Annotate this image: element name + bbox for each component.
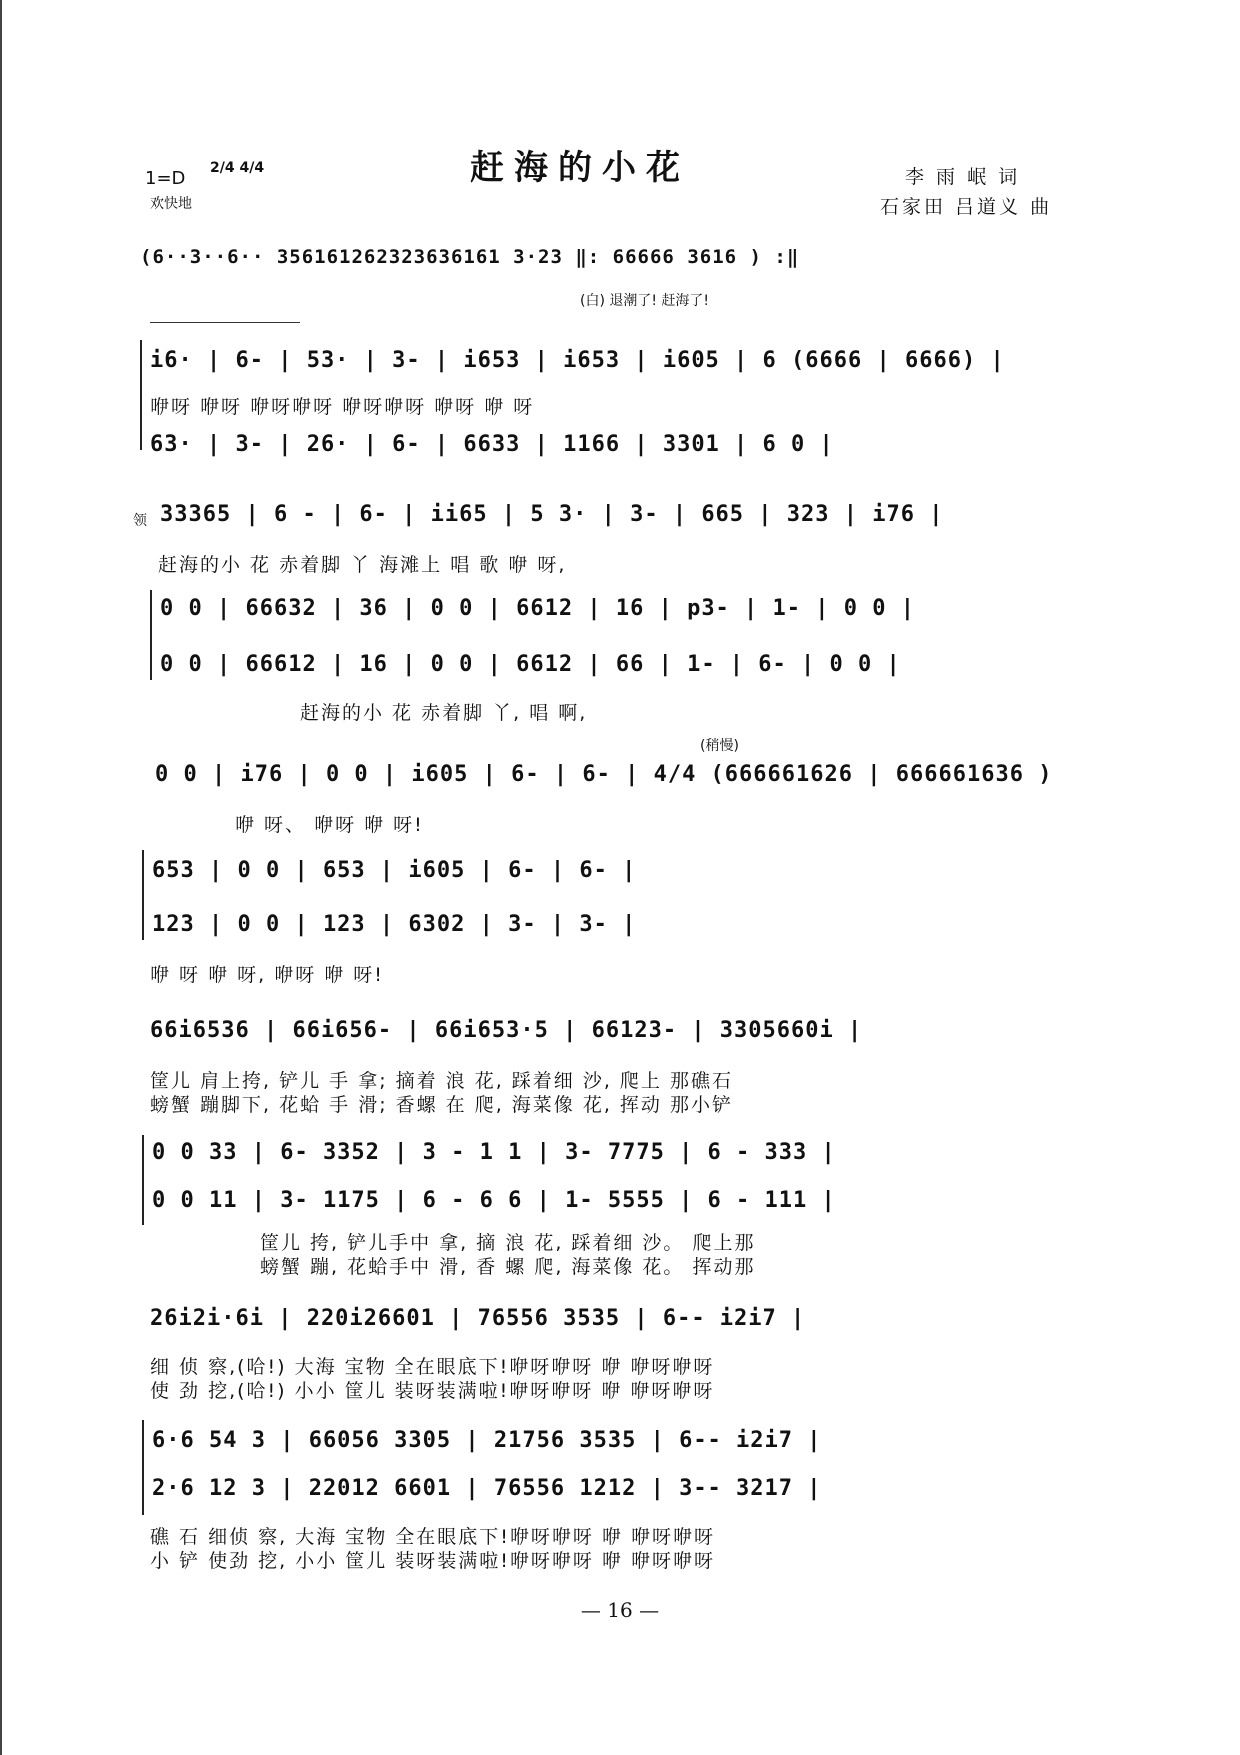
song-title: 赶海的小花 <box>470 148 690 188</box>
s7-lyric-verse1: 细 侦 察,(哈!) 大海 宝物 全在眼底下!咿呀咿呀 咿 咿呀咿呀 <box>150 1356 715 1378</box>
s5-notation: 66i6536 | 66i656- | 66i653·5 | 66123- | 3305660i | <box>150 1018 863 1043</box>
key-signature: 1=D <box>145 168 186 189</box>
s6-upper-voice: 0 0 33 | 6- 3352 | 3 - 1 1 | 3- 7775 | 6 - 333 | <box>152 1140 836 1165</box>
s5-lyric-verse1: 筐儿 肩上挎, 铲儿 手 拿; 摘着 浪 花, 踩着细 沙, 爬上 那礁石 <box>150 1070 733 1092</box>
s1-lyric: 咿呀 咿呀 咿呀咿呀 咿呀咿呀 咿呀 咿 呀 <box>150 396 535 418</box>
page-edge <box>0 0 2 1755</box>
rule <box>150 322 300 323</box>
s8-lyric-verse2: 小 铲 使劲 挖, 小小 筐儿 装呀装满啦!咿呀咿呀 咿 咿呀咿呀 <box>150 1550 715 1572</box>
s1-lower-voice: 63· | 3- | 26· | 6- | 6633 | 1166 | 3301 | 6 0 | <box>150 432 834 457</box>
s1-upper-voice: i6· | 6- | 53· | 3- | i653 | i653 | i605 | 6 (6666 | 6666) | <box>150 348 1005 373</box>
page-number: — 16 — <box>580 1598 660 1622</box>
tempo-marking: 欢快地 <box>150 196 192 212</box>
spoken-line: (白) 退潮了! 赶海了! <box>580 293 710 309</box>
composer-credit: 石家田 吕道义 曲 <box>880 196 1053 218</box>
system-brace <box>142 1135 148 1225</box>
s2-solo-voice: 33365 | 6 - | 6- | ii65 | 5 3· | 3- | 665 | 323 | i76 | <box>160 502 944 527</box>
system-brace <box>142 1420 148 1515</box>
s8-lower-voice: 2·6 12 3 | 22012 6601 | 76556 1212 | 3-- 3217 | <box>152 1476 822 1501</box>
s4-lyric: 咿 呀 咿 呀, 咿呀 咿 呀! <box>150 964 384 986</box>
s2-lower-voice: 0 0 | 66612 | 16 | 0 0 | 6612 | 66 | 1- | 6- | 0 0 | <box>160 652 901 677</box>
s3-lyric: 咿 呀、 咿呀 咿 呀! <box>235 814 424 836</box>
s3-notation: 0 0 | i76 | 0 0 | i605 | 6- | 6- | 4/4 (666661626 | 666661636 ) <box>155 762 1053 787</box>
system-brace <box>142 850 148 940</box>
s8-lyric-verse1: 礁 石 细侦 察, 大海 宝物 全在眼底下!咿呀咿呀 咿 咿呀咿呀 <box>150 1526 715 1548</box>
s3-tempo: (稍慢) <box>700 738 739 754</box>
time-signature: 2/4 4/4 <box>210 160 265 176</box>
s6-lower-voice: 0 0 11 | 3- 1175 | 6 - 6 6 | 1- 5555 | 6 - 111 | <box>152 1188 836 1213</box>
s4-lower-voice: 123 | 0 0 | 123 | 6302 | 3- | 3- | <box>152 912 637 937</box>
system-brace <box>150 590 156 680</box>
lead-label: 领 <box>133 513 147 529</box>
s2-chorus-lyric: 赶海的小 花 赤着脚 丫, 唱 啊, <box>300 702 588 724</box>
s6-lyric-verse1: 筐儿 挎, 铲儿手中 拿, 摘 浪 花, 踩着细 沙。 爬上那 <box>260 1232 756 1254</box>
s5-lyric-verse2: 螃蟹 蹦脚下, 花蛤 手 滑; 香螺 在 爬, 海菜像 花, 挥动 那小铲 <box>150 1094 733 1116</box>
s4-upper-voice: 653 | 0 0 | 653 | i605 | 6- | 6- | <box>152 858 637 883</box>
s2-solo-lyric: 赶海的小 花 赤着脚 丫 海滩上 唱 歌 咿 呀, <box>158 554 567 576</box>
s2-upper-voice: 0 0 | 66632 | 36 | 0 0 | 6612 | 16 | p3- | 1- | 0 0 | <box>160 596 915 621</box>
s7-notation: 26i2i·6i | 220i26601 | 76556 3535 | 6-- i2i7 | <box>150 1306 806 1331</box>
lyricist-credit: 李 雨 岷 词 <box>905 166 1021 188</box>
s7-lyric-verse2: 使 劲 挖,(哈!) 小小 筐儿 装呀装满啦!咿呀咿呀 咿 咿呀咿呀 <box>150 1380 715 1402</box>
intro-notation: (6··3··6·· 356161262323636161 3·23 ‖: 66666 3616 ) :‖ <box>140 246 800 268</box>
s6-lyric-verse2: 螃蟹 蹦, 花蛤手中 滑, 香 螺 爬, 海菜像 花。 挥动那 <box>260 1256 756 1278</box>
system-brace <box>140 340 146 450</box>
s8-upper-voice: 6·6 54 3 | 66056 3305 | 21756 3535 | 6-- i2i7 | <box>152 1428 822 1453</box>
